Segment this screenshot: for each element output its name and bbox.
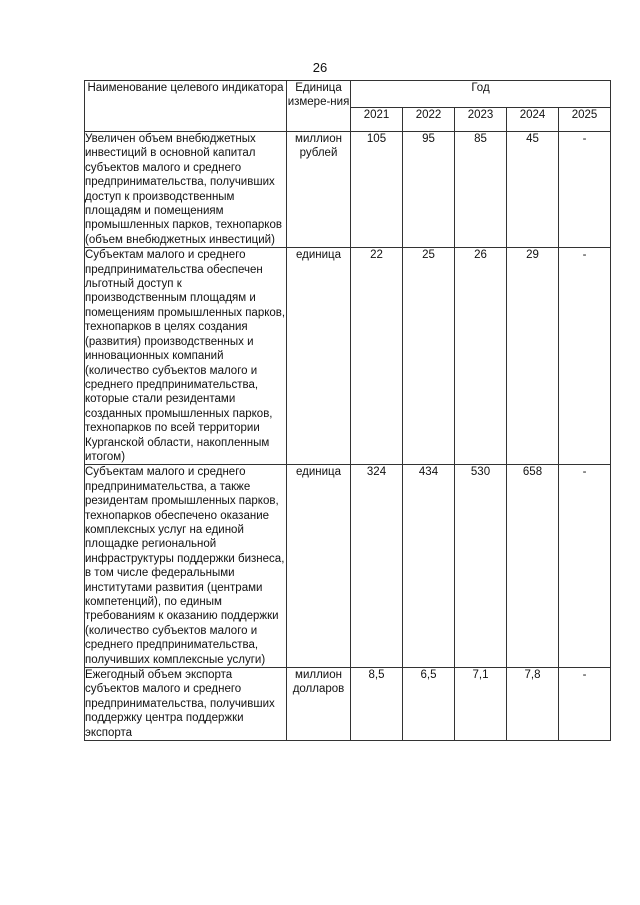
header-indicator-name: Наименование целевого индикатора <box>85 81 287 132</box>
header-year-2021: 2021 <box>351 108 403 132</box>
header-row <box>85 81 611 108</box>
indicator-unit: единица <box>287 248 351 465</box>
table-row <box>85 668 611 741</box>
value-2025: - <box>559 248 611 465</box>
value-2024: 7,8 <box>507 668 559 741</box>
value-2024: 29 <box>507 248 559 465</box>
value-2023: 85 <box>455 132 507 248</box>
value-2021: 22 <box>351 248 403 465</box>
value-2021: 324 <box>351 465 403 668</box>
value-2025: - <box>559 668 611 741</box>
indicator-unit: миллион рублей <box>287 132 351 248</box>
indicator-name: Ежегодный объем экспорта субъектов малого и среднего предпринимательства, получивших поддержку центра поддержки экспорта <box>85 668 287 741</box>
value-2021: 8,5 <box>351 668 403 741</box>
value-2022: 434 <box>403 465 455 668</box>
table-row <box>85 248 611 465</box>
indicator-name: Увеличен объем внебюджетных инвестиций в основной капитал субъектов малого и среднего предпринимательства, получивших доступ к производственным площадям и помещениям промышленных парков, технопарков (объем внебюджетных инвестиций) <box>85 132 287 248</box>
table-row <box>85 465 611 668</box>
value-2023: 530 <box>455 465 507 668</box>
header-year-2023: 2023 <box>455 108 507 132</box>
page-number: 26 <box>312 60 328 75</box>
value-2023: 7,1 <box>455 668 507 741</box>
indicator-name: Субъектам малого и среднего предпринимательства, а также резидентам промышленных парков, технопарков обеспечено оказание комплексных услуг на единой площадке региональной инфраструктуры поддержки бизнеса, в том числе федеральными институтами развития (центрами компетенций), по единым требованиям к оказанию поддержки (количество субъектов малого и среднего предпринимательства, получивших комплексные услуги) <box>85 465 287 668</box>
value-2022: 95 <box>403 132 455 248</box>
indicator-name: Субъектам малого и среднего предпринимательства обеспечен льготный доступ к производственным площадям и помещениям промышленных парков, технопарков в целях создания (развития) производственных и инновационных компаний (количество субъектов малого и среднего предпринимательства, которые стали резидентами созданных промышленных парков, технопарков по всей территории Курганской области, накопленным итогом) <box>85 249 286 463</box>
table-row <box>85 132 611 248</box>
indicator-table <box>84 80 611 741</box>
indicator-unit: единица <box>287 465 351 668</box>
header-year-2024: 2024 <box>507 108 559 132</box>
value-2022: 6,5 <box>403 668 455 741</box>
value-2022: 25 <box>403 248 455 465</box>
value-2025: - <box>559 132 611 248</box>
header-year-2022: 2022 <box>403 108 455 132</box>
header-year-2025: 2025 <box>559 108 611 132</box>
value-2023: 26 <box>455 248 507 465</box>
header-unit: Единица измере-ния <box>287 81 351 132</box>
value-2021: 105 <box>351 132 403 248</box>
value-2024: 45 <box>507 132 559 248</box>
header-year: Год <box>351 81 611 108</box>
indicator-unit: миллион долларов <box>287 668 351 741</box>
value-2024: 658 <box>507 465 559 668</box>
value-2025: - <box>559 465 611 668</box>
